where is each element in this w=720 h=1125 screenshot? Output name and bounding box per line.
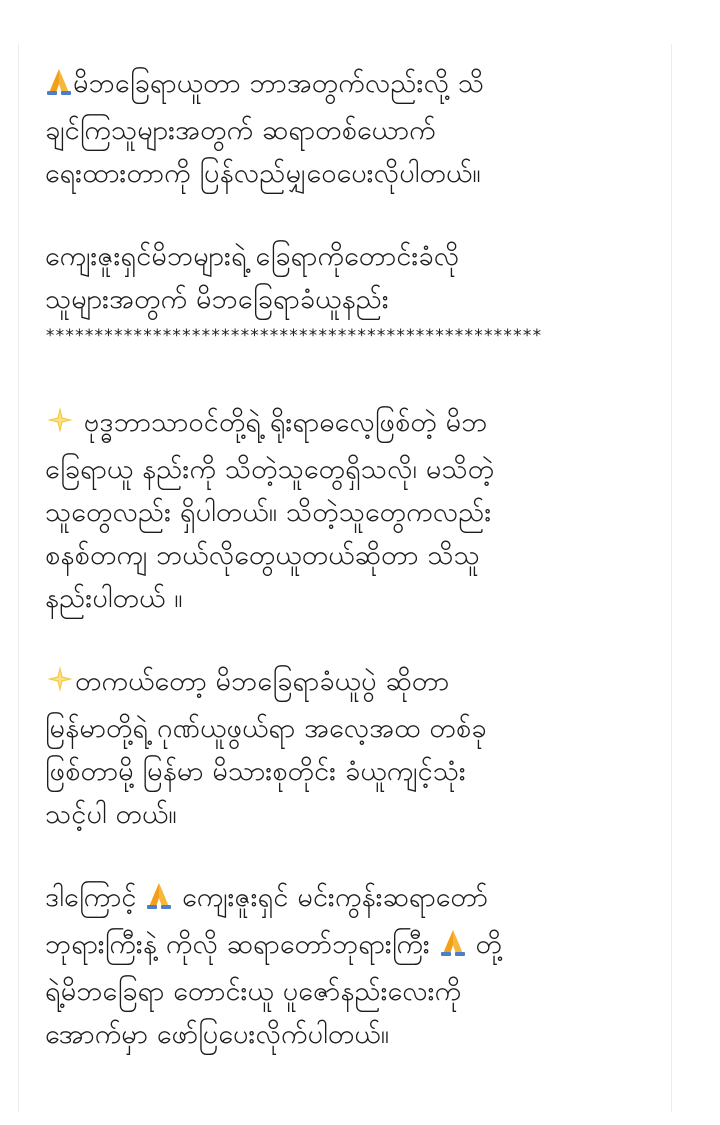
post-line: မိဘခြေရာယူတာ ဘာအတွက်လည်းလို့ သိ [73,68,485,99]
post-line: စနစ်တကျ ဘယ်လိုတွေယူတယ်ဆိုတာ သိသူ [45,540,480,571]
post-line: နည်းပါတယ် ။ [45,583,183,614]
folded-hands-icon [439,927,467,970]
star-divider: *************************************************** [45,326,542,346]
folded-hands-icon [45,66,73,109]
folded-hands-icon [145,880,173,923]
post-line: တကယ်တော့ မိဘခြေရာခံယူပွဲ ဆိုတာ [75,666,450,697]
post-text: ဘုရားကြီးနဲ့ ကိုလို ဆရာတော်ဘုရားကြီး [45,929,439,960]
post-line: ကျေးဇူးရှင်မိဘများရဲ့ ခြေရာကိုတောင်းခံလို [45,241,460,272]
paragraph-4 [45,660,663,836]
post-line: ချင်ကြသူများအတွက် ဆရာတစ်ယောက် [45,115,436,146]
text-line [45,660,663,707]
text-line [45,401,663,448]
paragraph-5 [45,876,663,1056]
post-line: ရေးထားတာကို ပြန်လည်မျှဝေပေးလိုပါတယ်။ [45,158,481,189]
post-line: မြန်မာတို့ရဲ့ ဂုဏ်ယူဖွယ်ရာ အလေ့အထ တစ်ခု [45,713,487,744]
glowing-star-icon [45,405,75,448]
post-text: တို့ [466,929,503,960]
paragraph-3 [45,401,663,620]
post-text: ကျေးဇူးရှင် မင်းကွန်းဆရာတော် [173,882,488,913]
post-line: အောက်မှာ ဖော်ပြပေးလိုက်ပါတယ်။ [45,1019,390,1050]
post-line: ဖြစ်တာမို့ မြန်မာ မိသားစုတိုင်း ခံယူကျင့်သုံး [45,756,466,787]
intro-paragraph [45,62,663,195]
post-line: သူများအတွက် မိဘခြေရာခံယူနည်း [45,284,389,315]
text-line [45,62,663,109]
post-line: သင့်ပါ တယ်။ [45,799,177,830]
post-line: ဗုဒ္ဓဘာသာဝင်တို့ရဲ့ ရိုးရာဓလေ့ဖြစ်တဲ့ မိဘ [83,407,488,438]
post-card [18,44,672,1112]
post-line: ရဲ့မိဘခြေရာ တောင်းယူ ပူဇော်နည်းလေးကို [45,976,462,1007]
post-text: ဒါကြောင့် [45,882,146,913]
heading-paragraph [45,235,663,351]
post-line: သူတွေလည်း ရှိပါတယ်။ သိတဲ့သူတွေကလည်း [45,497,492,528]
post-line: ခြေရာယူ နည်းကို သိတဲ့သူတွေရှိသလို၊ မသိတဲ့ [45,454,495,485]
text-line [45,923,663,970]
post-body [45,62,663,1096]
text-line [45,876,663,923]
glowing-star-icon [45,664,75,707]
